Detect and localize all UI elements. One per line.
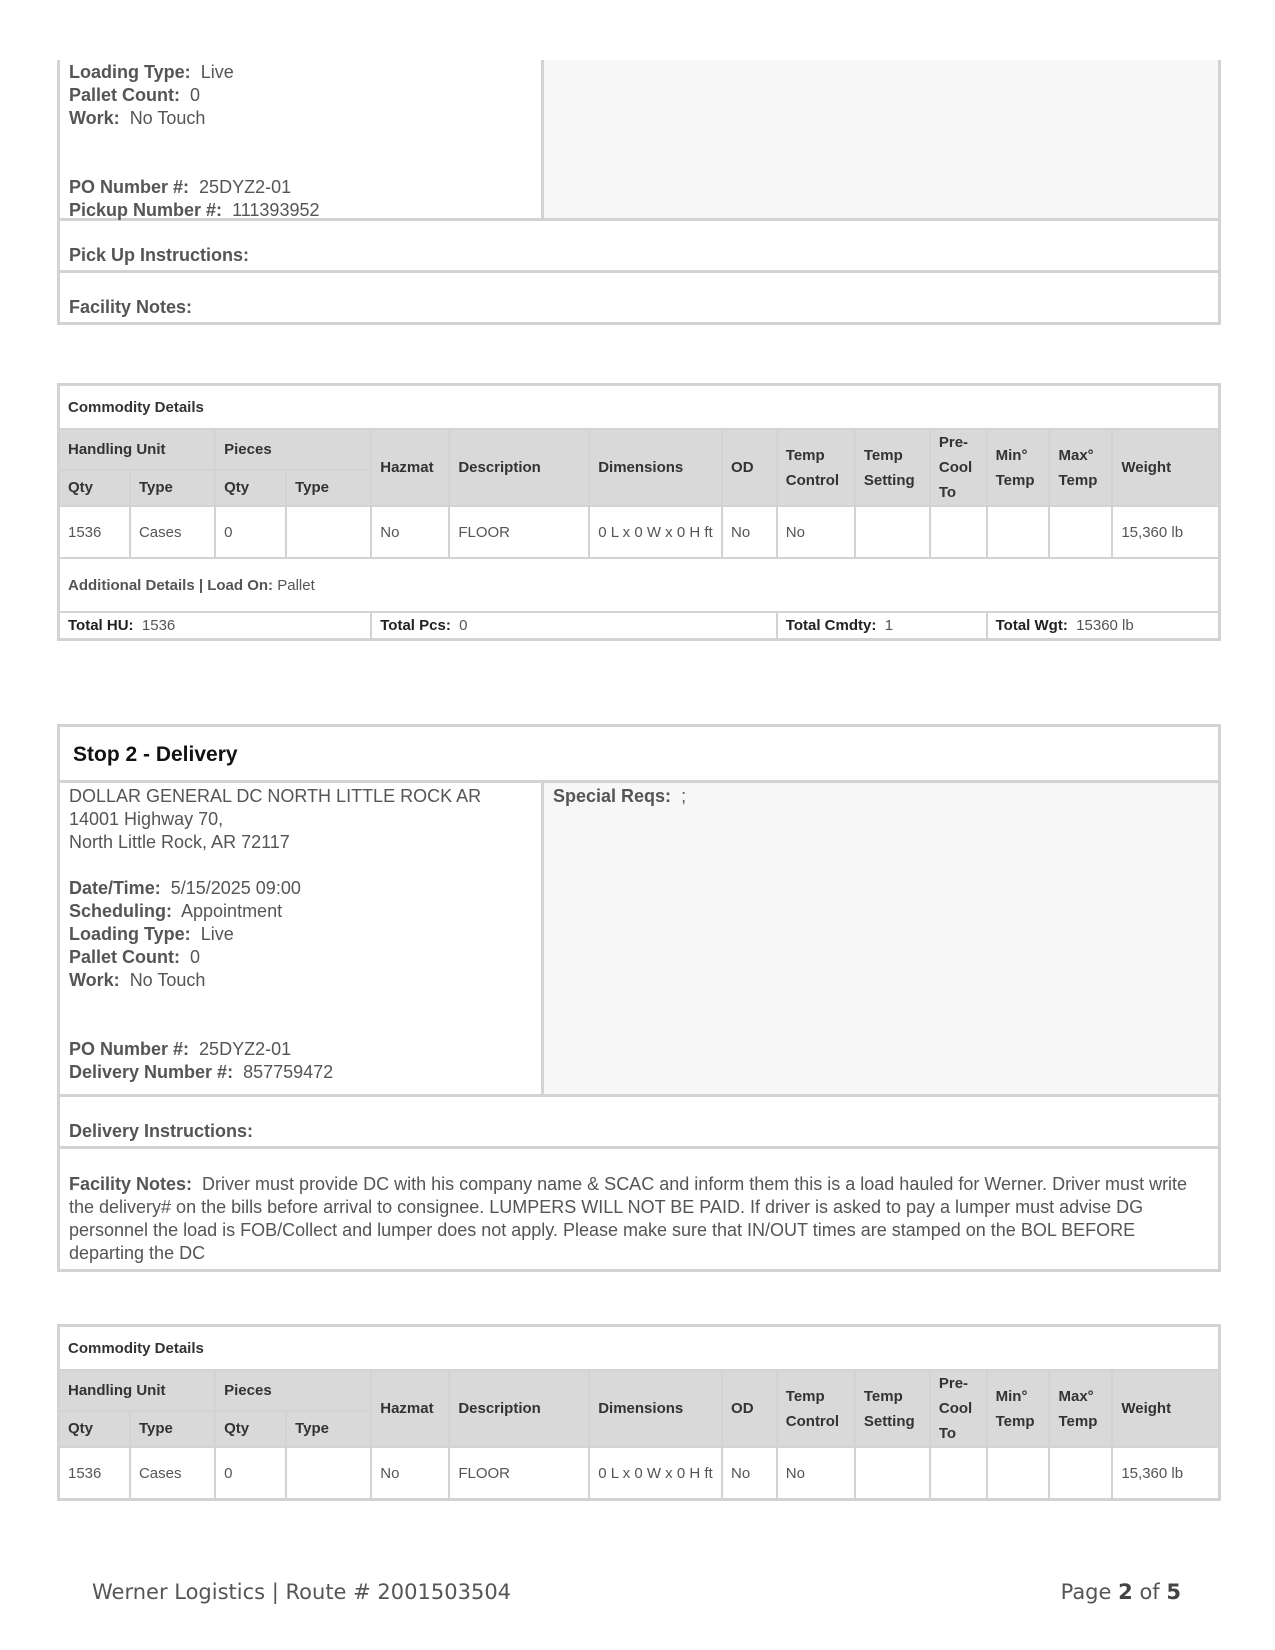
pallet-count-value: 0 [190, 85, 201, 105]
max-temp-header: Max° Temp [1049, 429, 1112, 506]
hu-type-cell: Cases [130, 506, 215, 558]
scheduling-label: Scheduling: [69, 901, 172, 921]
pc-type-header: Type [286, 1411, 371, 1447]
pieces-header: Pieces [215, 1370, 371, 1411]
facility-name: DOLLAR GENERAL DC NORTH LITTLE ROCK AR [69, 786, 482, 806]
scheduling-line [69, 900, 532, 923]
total-wgt-label: Total Wgt: [995, 617, 1068, 634]
footer-page-indicator [1061, 1580, 1181, 1604]
work-line [69, 969, 532, 992]
delivery-number-value: 857759472 [243, 1062, 334, 1082]
description-cell: FLOOR [449, 506, 589, 558]
pallet-count-label: Pallet Count: [69, 85, 180, 105]
pallet-count-line [69, 946, 532, 969]
dimensions-cell: 0 L x 0 W x 0 H ft [589, 506, 722, 558]
delivery-facility-notes-label: Facility Notes: [69, 1174, 193, 1194]
od-cell: No [722, 1447, 777, 1499]
pickup-stop-panel [57, 60, 1221, 325]
max-temp-cell [1049, 1447, 1112, 1499]
spacer [69, 1015, 532, 1038]
pc-qty-cell: 0 [215, 1447, 286, 1499]
hu-qty-header: Qty [59, 470, 130, 506]
additional-details-label: Additional Details | Load On: [68, 576, 274, 594]
pc-qty-cell: 0 [215, 506, 286, 558]
pc-type-cell [286, 1447, 371, 1499]
weight-header: Weight [1112, 1370, 1219, 1447]
temp-setting-header: Temp Setting [855, 429, 930, 506]
pre-cool-cell [930, 506, 987, 558]
dimensions-header: Dimensions [589, 429, 722, 506]
page-of: of [1139, 1580, 1160, 1604]
temp-control-cell: No [777, 506, 855, 558]
spacer [69, 153, 532, 176]
total-wgt-value: 15360 lb [1076, 617, 1134, 634]
special-reqs-label: Special Reqs: [553, 786, 672, 806]
total-pcs-value: 0 [459, 617, 468, 634]
delivery-number-label: Delivery Number #: [69, 1062, 234, 1082]
od-cell: No [722, 506, 777, 558]
total-pcs-label: Total Pcs: [380, 617, 451, 634]
spacer [69, 854, 532, 877]
spacer [69, 992, 532, 1015]
pickup-number-value: 111393952 [232, 200, 320, 220]
min-temp-cell [987, 506, 1050, 558]
temp-control-header: Temp Control [777, 1370, 855, 1447]
total-cmdty-cell [777, 612, 987, 639]
pickup-instructions-section [60, 221, 1218, 273]
max-temp-cell [1049, 506, 1112, 558]
temp-control-header: Temp Control [777, 429, 855, 506]
total-cmdty-value: 1 [884, 617, 894, 634]
address-line-2: North Little Rock, AR 72117 [69, 832, 290, 852]
total-cmdty-label: Total Cmdty: [785, 617, 877, 634]
pc-type-header: Type [286, 470, 371, 506]
description-cell: FLOOR [449, 1447, 589, 1499]
datetime-value: 5/15/2025 09:00 [170, 878, 301, 898]
od-header: OD [722, 429, 777, 506]
pc-qty-header: Qty [215, 470, 286, 506]
work-label: Work: [69, 970, 120, 990]
hazmat-header: Hazmat [371, 429, 449, 506]
hu-qty-cell: 1536 [59, 1447, 130, 1499]
commodity-details-1 [57, 383, 1221, 641]
loading-type-line [69, 61, 532, 84]
total-hu-cell [59, 612, 371, 639]
page-number: 2 [1118, 1580, 1133, 1604]
delivery-instructions-section [60, 1097, 1218, 1149]
weight-cell: 15,360 lb [1112, 506, 1219, 558]
pickup-info-row [60, 60, 1218, 221]
delivery-instructions-label: Delivery Instructions: [69, 1121, 254, 1141]
commodity-details-2 [57, 1324, 1221, 1501]
work-value: No Touch [129, 970, 206, 990]
work-value: No Touch [129, 108, 206, 128]
hazmat-cell: No [371, 1447, 449, 1499]
pieces-header: Pieces [215, 429, 371, 470]
dimensions-cell: 0 L x 0 W x 0 H ft [589, 1447, 722, 1499]
temp-setting-cell [855, 1447, 930, 1499]
pickup-number-label: Pickup Number #: [69, 200, 223, 220]
table-row [59, 506, 1219, 558]
commodity-title: Commodity Details [59, 1326, 1219, 1370]
weight-header: Weight [1112, 429, 1219, 506]
total-wgt-cell [987, 612, 1219, 639]
commodity-table-1 [58, 384, 1220, 640]
hu-qty-header: Qty [59, 1411, 130, 1447]
additional-details-value: Pallet [277, 576, 315, 594]
hu-type-header: Type [130, 470, 215, 506]
pickup-facility-notes-label: Facility Notes: [69, 297, 193, 317]
po-value: 25DYZ2-01 [199, 1039, 292, 1059]
pre-cool-header: Pre-Cool To [930, 429, 987, 506]
po-line [69, 1038, 532, 1061]
pallet-count-line [69, 84, 532, 107]
delivery-number-line [69, 1061, 532, 1084]
totals-row [59, 612, 1219, 639]
loading-type-value: Live [200, 924, 234, 944]
pickup-special-panel [544, 60, 1218, 218]
hu-type-cell: Cases [130, 1447, 215, 1499]
special-reqs-value: ; [681, 786, 687, 806]
handling-unit-header: Handling Unit [59, 429, 215, 470]
pc-qty-header: Qty [215, 1411, 286, 1447]
stop-2-title: Stop 2 - Delivery [60, 727, 1218, 783]
work-line [69, 107, 532, 130]
loading-type-line [69, 923, 532, 946]
weight-cell: 15,360 lb [1112, 1447, 1219, 1499]
pallet-count-label: Pallet Count: [69, 947, 180, 967]
special-reqs-panel [544, 783, 1218, 1094]
address-line-1: 14001 Highway 70, [69, 809, 224, 829]
po-value: 25DYZ2-01 [199, 177, 292, 197]
total-pcs-cell [371, 612, 777, 639]
spacer [69, 130, 532, 153]
temp-setting-header: Temp Setting [855, 1370, 930, 1447]
temp-setting-cell [855, 506, 930, 558]
page-total: 5 [1166, 1580, 1181, 1604]
loading-type-label: Loading Type: [69, 62, 191, 82]
stop-2-info-row [60, 783, 1218, 1097]
commodity-table-2 [58, 1325, 1220, 1500]
po-label: PO Number #: [69, 177, 190, 197]
min-temp-cell [987, 1447, 1050, 1499]
scheduling-value: Appointment [181, 901, 283, 921]
commodity-title: Commodity Details [59, 385, 1219, 429]
loading-type-value: Live [200, 62, 234, 82]
hu-type-header: Type [130, 1411, 215, 1447]
page-prefix: Page [1060, 1580, 1112, 1604]
dimensions-header: Dimensions [589, 1370, 722, 1447]
delivery-facility-notes-text: Driver must provide DC with his company name & SCAC and inform them this is a load hauled for Werner. Driver must write the delivery# on the bills before arrival to consignee. LUMPERS WILL NOT BE PAID. If driver is asked to pay a lumper must advise DG personnel the load is FOB/Collect and lumper does not apply. Please make sure that IN/OUT times are stamped on the BOL BEFORE departing the DC [69, 1174, 1188, 1263]
additional-details-row [59, 558, 1219, 612]
hazmat-header: Hazmat [371, 1370, 449, 1447]
po-label: PO Number #: [69, 1039, 190, 1059]
description-header: Description [449, 1370, 589, 1447]
max-temp-header: Max° Temp [1049, 1370, 1112, 1447]
table-row [59, 1447, 1219, 1499]
pallet-count-value: 0 [190, 947, 201, 967]
delivery-facility-notes-section [60, 1149, 1218, 1269]
handling-unit-header: Handling Unit [59, 1370, 215, 1411]
po-line [69, 176, 532, 199]
min-temp-header: Min° Temp [987, 429, 1050, 506]
description-header: Description [449, 429, 589, 506]
pickup-details [60, 60, 544, 218]
od-header: OD [722, 1370, 777, 1447]
pre-cool-header: Pre-Cool To [930, 1370, 987, 1447]
hazmat-cell: No [371, 506, 449, 558]
total-hu-value: 1536 [141, 617, 176, 634]
pc-type-cell [286, 506, 371, 558]
min-temp-header: Min° Temp [987, 1370, 1050, 1447]
datetime-line [69, 877, 532, 900]
pickup-facility-notes-section [60, 273, 1218, 322]
datetime-label: Date/Time: [69, 878, 161, 898]
total-hu-label: Total HU: [68, 617, 134, 634]
loading-type-label: Loading Type: [69, 924, 191, 944]
additional-details-cell [59, 558, 1219, 612]
pickup-instructions-label: Pick Up Instructions: [69, 245, 250, 265]
pickup-number-line [69, 199, 532, 222]
pre-cool-cell [930, 1447, 987, 1499]
temp-control-cell: No [777, 1447, 855, 1499]
hu-qty-cell: 1536 [59, 506, 130, 558]
work-label: Work: [69, 108, 120, 128]
stop-2-panel [57, 724, 1221, 1272]
delivery-details [60, 783, 544, 1094]
footer-route: Werner Logistics | Route # 2001503504 [92, 1580, 512, 1604]
